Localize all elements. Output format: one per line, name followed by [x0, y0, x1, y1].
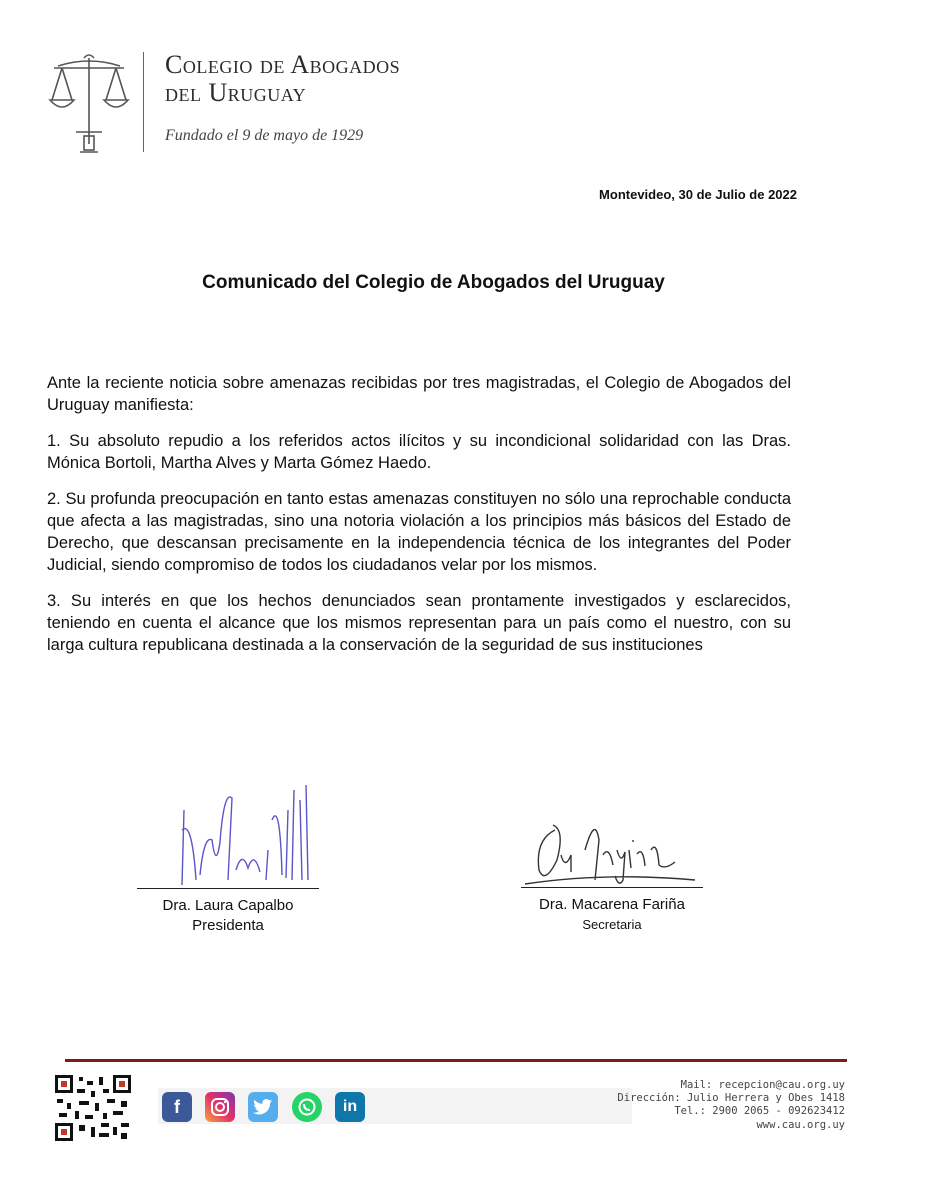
document-body	[47, 372, 791, 670]
paragraph-1: 1. Su absoluto repudio a los referidos actos ilícitos y su incondicional solidaridad con las Dras. Mónica Bortoli, Martha Alves y Marta Gómez Haedo.	[47, 432, 791, 472]
paragraph-3: 3. Su interés en que los hechos denunciados sean prontamente investigados y esclarecidos, teniendo en cuenta el alcance que los mismos representan para un país como el nuestro, con su larga cultura republicana destinada a la conservación de la seguridad de sus instituciones	[47, 592, 791, 654]
instagram-glyph	[210, 1097, 230, 1117]
paragraph-2: 2. Su profunda preocupación en tanto estas amenazas constituyen no sólo una reprochable conducta que afecta a las magistradas, sino una notoria violación a los principios más básicos del Estado de Derecho, que descansan precisamente en la independencia técnica de los integrantes del Poder Judicial, siendo compromiso de todos los ciudadanos velar por los mismos.	[47, 490, 791, 574]
footer-phone: Tel.: 2900 2065 - 092623412	[674, 1105, 845, 1117]
document-title: Comunicado del Colegio de Abogados del Uruguay	[202, 272, 665, 293]
paragraph-intro: Ante la reciente noticia sobre amenazas recibidas por tres magistradas, el Colegio de Abogados del Uruguay manifiesta:	[47, 374, 791, 414]
linkedin-icon[interactable]: in	[335, 1092, 365, 1122]
footer-mail[interactable]: Mail: recepcion@cau.org.uy	[680, 1079, 845, 1091]
signer-2-role: Secretaria	[582, 917, 642, 932]
footer-website[interactable]: www.cau.org.uy	[756, 1119, 845, 1131]
org-name-line2: del Uruguay	[165, 78, 307, 107]
signer-2-name: Dra. Macarena Fariña	[539, 896, 685, 913]
signature-line-2	[521, 887, 703, 888]
twitter-glyph	[253, 1098, 273, 1116]
whatsapp-icon[interactable]	[292, 1092, 322, 1122]
signer-1-name: Dra. Laura Capalbo	[162, 897, 294, 914]
scales-of-justice-logo	[46, 52, 132, 156]
whatsapp-glyph	[297, 1097, 317, 1117]
footer-rule	[65, 1059, 847, 1062]
document-date: Montevideo, 30 de Julio de 2022	[599, 187, 797, 202]
signature-capalbo	[170, 780, 320, 890]
founded-tagline: Fundado el 9 de mayo de 1929	[165, 127, 364, 144]
org-name-line1: Colegio de Abogados	[165, 50, 401, 79]
twitter-icon[interactable]	[248, 1092, 278, 1122]
instagram-icon[interactable]	[205, 1092, 235, 1122]
signer-1-role: Presidenta	[192, 917, 264, 934]
signature-line-1	[137, 888, 319, 889]
facebook-icon[interactable]: f	[162, 1092, 192, 1122]
qr-code[interactable]	[55, 1075, 131, 1141]
letterhead-divider	[143, 52, 144, 152]
footer-address: Dirección: Julio Herrera y Obes 1418	[617, 1092, 845, 1104]
signature-farina	[525, 810, 700, 890]
